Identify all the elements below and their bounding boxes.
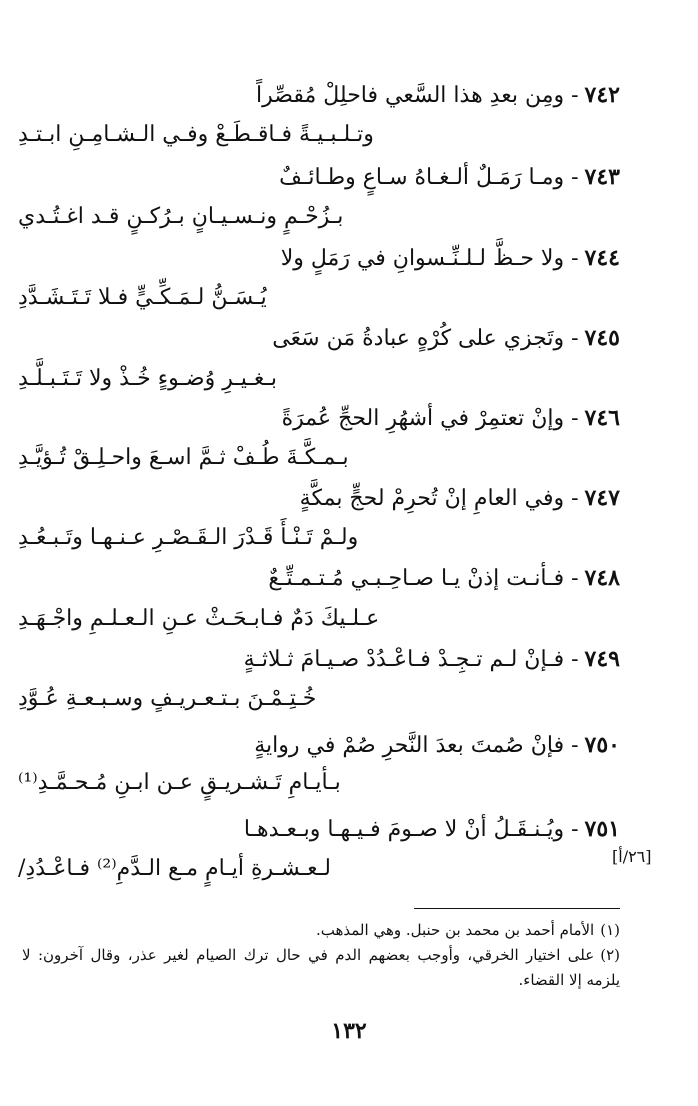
verse-number: ٧٥٠ bbox=[584, 732, 620, 758]
verse-746-second-hemistich: بـمـكَّـةَ طُـفْ ثـمَّ اسـعَ واحـلِـقْ تُـؤيَّـدِ bbox=[18, 445, 349, 470]
verse-750-second-hemistich: بـأيـامِ تَـشـريـقٍ عـن ابـنِ مُـحـمَّـدِ⁽¹⁾ bbox=[18, 770, 341, 795]
verse-number: ٧٤٤ bbox=[584, 245, 620, 271]
verse-749-second-hemistich: خُـتِـمْـنَ بـتـعـريـفٍ وسـبـعـةِ عُـوَّدِ bbox=[18, 686, 317, 711]
verse-743-first-hemistich: ٧٤٣- ومـا رَمَـلٌ ألـغـاهُ سـاعٍ وطـائـفٌ bbox=[279, 164, 620, 190]
verse-text: فـأنـت إذنْ يـا صـاحِـبـي مُـتـمـتِّـعٌ bbox=[268, 566, 565, 591]
verse-751-first-hemistich: ٧٥١- ويُـنـقَـلُ أنْ لا صـومَ فـيـهـا وبـعـدهـا bbox=[243, 816, 620, 842]
verse-746-first-hemistich: ٧٤٦- وإنْ تعتمِرْ في أشهُرِ الحجِّ عُمرَةً bbox=[281, 405, 620, 431]
verse-747-second-hemistich: ولـمْ تَـنْـأَ قَـدْرَ الـقَـصْـرِ عـنـهـا وتَـبـعُـدِ bbox=[18, 525, 359, 550]
verse-number: ٧٤٩ bbox=[584, 646, 620, 672]
verse-744-first-hemistich: ٧٤٤- ولا حـظَّ لـلـنِّـسوانِ في رَمَلٍ ولا bbox=[280, 245, 620, 271]
footnote-text: الأمام أحمد بن محمد بن حنبل. وهي المذهب. bbox=[315, 921, 595, 939]
verse-text: وتَجزي على كُرْهٍ عبادةُ مَن سَعَى bbox=[272, 326, 565, 351]
verse-750-first-hemistich: ٧٥٠- فإنْ صُمتَ بعدَ النَّحرِ صُمْ في روايةٍ bbox=[254, 732, 620, 758]
verse-745-second-hemistich: بـغـيـرِ وُضـوءٍ خُـذْ ولا تَـتَـبـلَّـدِ bbox=[18, 366, 278, 391]
footnote-mark: (١) bbox=[600, 921, 620, 939]
verse-749-first-hemistich: ٧٤٩- فـإنْ لـم تـجِـدْ فـاعْـدُدْ صـيـامَ ثـلاثـةٍ bbox=[243, 646, 620, 672]
verse-text: فإنْ صُمتَ بعدَ النَّحرِ صُمْ في روايةٍ bbox=[254, 733, 565, 758]
verse-748-first-hemistich: ٧٤٨- فـأنـت إذنْ يـا صـاحِـبـي مُـتـمـتِّـعٌ bbox=[268, 565, 620, 591]
footnote-divider bbox=[414, 908, 620, 909]
footnotes bbox=[22, 918, 620, 993]
footnote-2 bbox=[22, 943, 620, 993]
verse-745-first-hemistich: ٧٤٥- وتَجزي على كُرْهٍ عبادةُ مَن سَعَى bbox=[272, 325, 620, 351]
verse-743-second-hemistich: بـزُحْـمٍ ونـسـيـانٍ بـرُكـنٍ قـد اغـتُـدي bbox=[18, 204, 344, 229]
footnote-1 bbox=[22, 918, 620, 943]
verse-748-second-hemistich: عـلـيكَ دَمٌ فـابـحَـثْ عـنِ الـعـلـمِ واجْـهَـدِ bbox=[18, 606, 380, 631]
verse-742-second-hemistich: وتـلـبـيـةً فـاقـطَـعْ وفـي الـشـامِـنِ ابـتـدِ bbox=[18, 122, 374, 147]
verse-number: ٧٤٣ bbox=[584, 164, 620, 190]
verse-text: فـإنْ لـم تـجِـدْ فـاعْـدُدْ صـيـامَ ثـلاثـةٍ bbox=[243, 647, 565, 672]
verse-text: ولا حـظَّ لـلـنِّـسوانِ في رَمَلٍ ولا bbox=[280, 246, 565, 271]
page-number: ١٣٢ bbox=[331, 1018, 367, 1044]
verse-747-first-hemistich: ٧٤٧- وفي العامِ إنْ تُحرِمْ لحجٍّ بمكَّةٍ bbox=[299, 485, 620, 511]
verse-text: وإنْ تعتمِرْ في أشهُرِ الحجِّ عُمرَةً bbox=[281, 406, 565, 431]
footnote-mark: (٢) bbox=[600, 946, 620, 964]
verse-751-second-hemistich: لـعـشـرةِ أيـامٍ مـع الـدَّمِ⁽²⁾ فـاعْـدُدِ/ bbox=[18, 856, 331, 881]
verse-number: ٧٤٦ bbox=[584, 405, 620, 431]
verse-text: ومـا رَمَـلٌ ألـغـاهُ سـاعٍ وطـائـفٌ bbox=[279, 165, 565, 190]
verse-744-second-hemistich: يُـسَـنُّ لـمَـكِّـيٍّ فـلا تَـتَـشَـدَّدِ bbox=[18, 285, 267, 310]
verse-number: ٧٤٨ bbox=[584, 565, 620, 591]
manuscript-folio-marker: [٢٦/أ] bbox=[612, 847, 652, 866]
verse-number: ٧٤٢ bbox=[584, 82, 620, 108]
verse-text: ويُـنـقَـلُ أنْ لا صـومَ فـيـهـا وبـعـدهـا bbox=[243, 817, 565, 842]
verse-742-first-hemistich: ٧٤٢- ومِن بعدِ هذا السَّعي فاحلِلْ مُقصِّراً bbox=[256, 82, 620, 108]
footnote-text: على اختيار الخرقي، وأوجب بعضهم الدم في حال ترك الصيام لغير عذر، وقال آخرون: لا يلزمه إلا القضاء. bbox=[22, 946, 620, 989]
verse-number: ٧٥١ bbox=[584, 816, 620, 842]
verse-number: ٧٤٥ bbox=[584, 325, 620, 351]
verse-text: وفي العامِ إنْ تُحرِمْ لحجٍّ بمكَّةٍ bbox=[299, 486, 565, 511]
verse-text: ومِن بعدِ هذا السَّعي فاحلِلْ مُقصِّراً bbox=[256, 83, 565, 108]
verse-number: ٧٤٧ bbox=[584, 485, 620, 511]
